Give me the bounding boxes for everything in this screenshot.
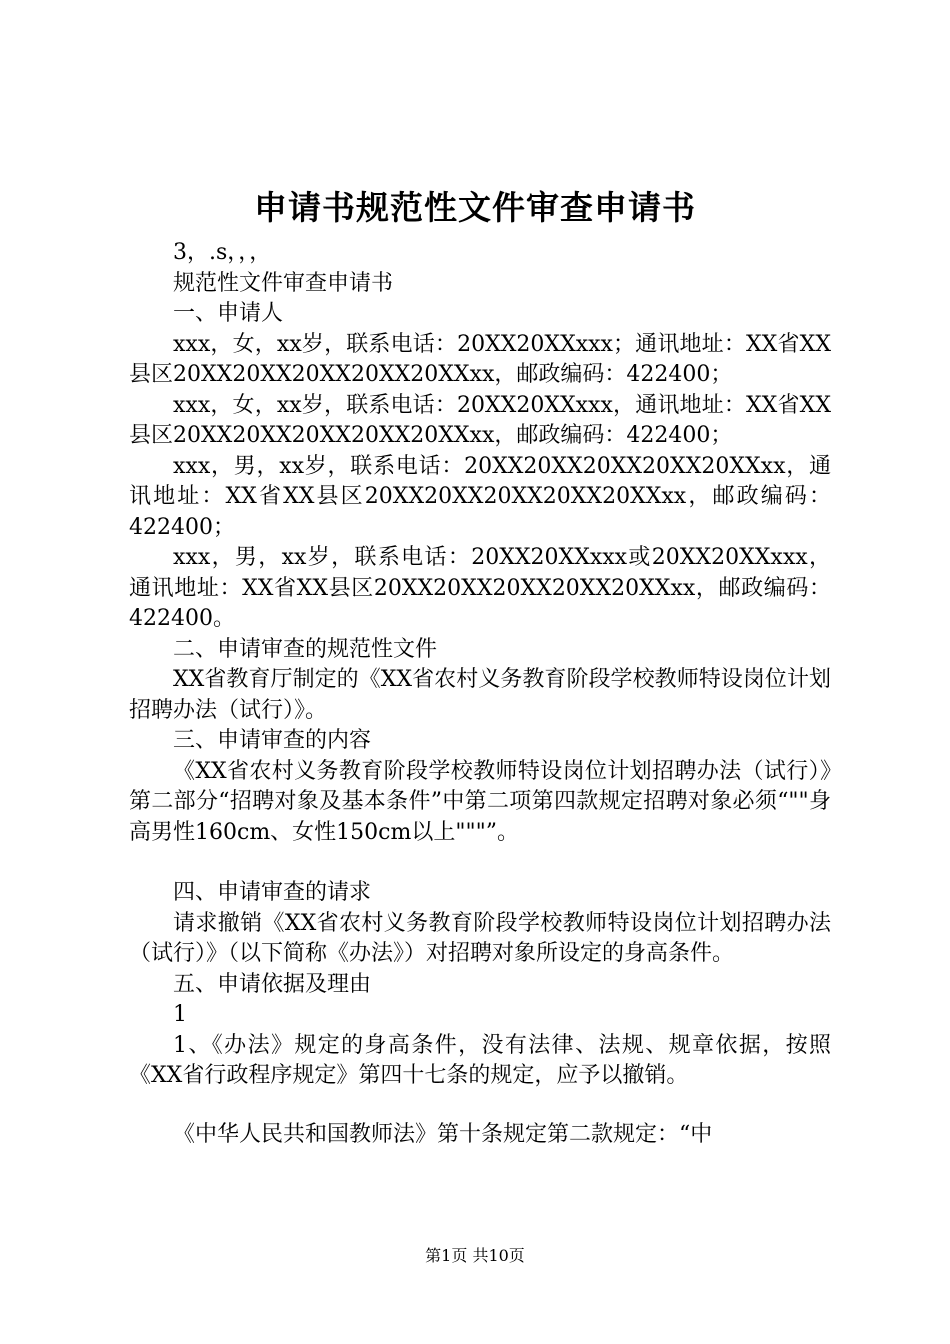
blank-line (129, 1092, 831, 1120)
paragraph-teachers-law: 《中华人民共和国教师法》第十条规定第二款规定：“中 (173, 1121, 713, 1147)
applicant-entry-2: xxx，女，xx岁，联系电话：20XX20XXxxx，通讯地址：XX省XX县区20XX20XX20XX20XX20XXxx，邮政编码：422400； (129, 392, 831, 448)
applicant-entry-4: xxx，男，xx岁，联系电话：20XX20XXxxx或20XX20XXxxx，通讯地址：XX省XX县区20XX20XX20XX20XX20XXxx，邮政编码：422400。 (129, 545, 831, 631)
section-heading-document: 二、申请审查的规范性文件 (173, 636, 438, 662)
paragraph-subtitle: 规范性文件审查申请书 (173, 270, 394, 296)
paragraph-header-code: 3，.s，，， (173, 240, 272, 265)
section-heading-content: 三、申请审查的内容 (173, 728, 372, 753)
section-heading-basis: 五、申请依据及理由 (173, 971, 372, 997)
paragraph-content: 《XX省农村义务教育阶段学校教师特设岗位计划招聘办法（试行）》第二部分“招聘对象及基本条件”中第二项第四款规定招聘对象必须“""身高男性160cm、女性150cm以上"""”。 (129, 758, 831, 845)
applicant-entry-3: xxx，男，xx岁，联系电话：20XX20XX20XX20XX20XXxx，通讯地址：XX省XX县区20XX20XX20XX20XX20XXxx，邮政编码：422400； (129, 453, 831, 540)
blank-line (129, 848, 831, 878)
page-footer: 第1页 共10页 (425, 1246, 525, 1265)
paragraph-request: 请求撤销《XX省农村义务教育阶段学校教师特设岗位计划招聘办法（试行）》（以下简称《办法》）对招聘对象所设定的身高条件。 (129, 910, 831, 966)
section-heading-request: 四、申请审查的请求 (173, 880, 372, 905)
paragraph-number: 1 (173, 1002, 187, 1027)
paragraph-basis-1: 1、《办法》规定的身高条件，没有法律、法规、规章依据，按照《XX省行政程序规定》第四十七条的规定，应予以撤销。 (129, 1032, 831, 1088)
document-title: 申请书规范性文件审查申请书 (254, 188, 696, 227)
document-body (129, 238, 831, 1150)
paragraph-document-name: XX省教育厅制定的《XX省农村义务教育阶段学校教师特设岗位计划招聘办法（试行）》。 (129, 667, 831, 723)
applicant-entry-1: xxx，女，xx岁，联系电话：20XX20XXxxx；通讯地址：XX省XX县区20XX20XX20XX20XX20XXxx，邮政编码：422400； (129, 331, 831, 387)
section-heading-applicant: 一、申请人 (173, 301, 284, 326)
